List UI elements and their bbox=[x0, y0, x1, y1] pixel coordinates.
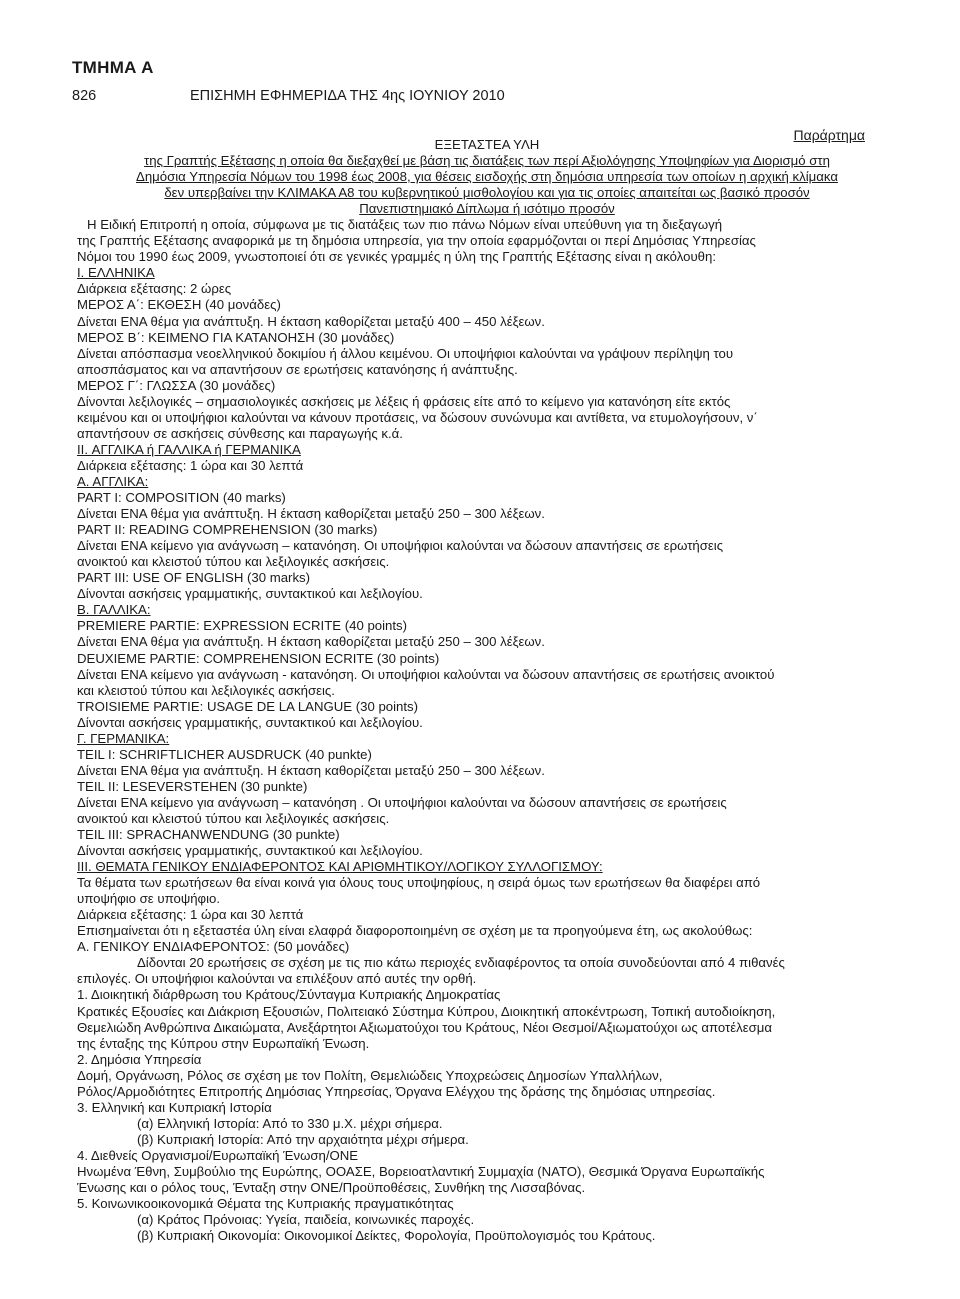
doc-line: Δίνεται ΕΝΑ θέμα για ανάπτυξη. Η έκταση καθορίζεται μεταξύ 250 – 300 λέξεων. bbox=[77, 762, 545, 778]
doc-line: Επισημαίνεται ότι η εξεταστέα ύλη είναι ελαφρά διαφοροποιημένη σε σχέση με τα προηγούμενα έτη, ως ακολούθως: bbox=[77, 923, 753, 939]
doc-line: Α. ΑΓΓΛΙΚΑ: bbox=[77, 473, 149, 489]
doc-line: Δίνονται ασκήσεις γραμματικής, συντακτικού και λεξιλογίου. bbox=[77, 586, 423, 602]
page-number: 826 bbox=[72, 88, 97, 104]
doc-line: Δίνεται ΕΝΑ κείμενο για ανάγνωση – κατανόηση . Οι υποψήφιοι καλούνται να δώσουν απαντήσεις σε ερωτήσεις bbox=[77, 794, 727, 810]
doc-line: (β) Κυπριακή Ιστορία: Από την αρχαιότητα μέχρι σήμερα. bbox=[137, 1131, 469, 1147]
doc-line: της Γραπτής Εξέτασης αναφορικά με τη δημόσια υπηρεσία, για την οποία εφαρμόζονται οι περί Δημόσιας Υπηρεσίας bbox=[77, 233, 756, 249]
doc-line: DEUXIEME PARTIE: COMPREHENSION ECRITE (30 points) bbox=[77, 650, 440, 666]
annex-label: Παράρτημα bbox=[793, 127, 865, 143]
doc-line: (α) Κράτος Πρόνοιας: Υγεία, παιδεία, κοινωνικές παροχές. bbox=[137, 1212, 475, 1228]
doc-line: TEIL II: LESEVERSTEHEN (30 punkte) bbox=[77, 778, 308, 794]
doc-line: Ένωσης και ο ρόλος τους, Ένταξη στην ΟΝΕ/Προϋποθέσεις, Συνθήκη της Λισσαβόνας. bbox=[77, 1180, 586, 1196]
doc-line: Ηνωμένα Έθνη, Συμβούλιο της Ευρώπης, ΟΟΑΣΕ, Βορειοατλαντική Συμμαχία (ΝΑΤΟ), Θεσμικά Όργανα Ευρωπαϊκής bbox=[77, 1164, 765, 1179]
document-body bbox=[77, 137, 897, 1244]
doc-line: 1. Διοικητική διάρθρωση του Κράτους/Σύνταγμα Κυπριακής Δημοκρατίας bbox=[77, 987, 501, 1003]
doc-line: Η Ειδική Επιτροπή η οποία, σύμφωνα με τις διατάξεις των πιο πάνω Νόμων είναι υπεύθυνη για τη διεξαγωγή bbox=[87, 217, 723, 233]
doc-line: ΜΕΡΟΣ Β΄: ΚΕΙΜΕΝΟ ΓΙΑ ΚΑΤΑΝΟΗΣΗ (30 μονάδες) bbox=[77, 329, 395, 345]
doc-line: 5. Κοινωνικοοικονομικά Θέματα της Κυπριακής πραγματικότητας bbox=[77, 1196, 454, 1212]
doc-line: Δίνονται ασκήσεις γραμματικής, συντακτικού και λεξιλογίου. bbox=[77, 843, 423, 859]
doc-line: 2. Δημόσια Υπηρεσία bbox=[77, 1051, 202, 1067]
doc-line: απαντήσουν σε ασκήσεις σύνθεσης και παραγωγής κ.ά. bbox=[77, 425, 403, 441]
running-head bbox=[72, 88, 792, 104]
doc-line: ΕΞΕΤΑΣΤΕΑ ΥΛΗ bbox=[434, 137, 540, 152]
doc-line: Κρατικές Εξουσίες και Διάκριση Εξουσιών, Πολιτειακό Σύστημα Κύπρου, Διοικητική αποκέντρωση, Τοπική αυτοδιοίκηση, bbox=[77, 1003, 776, 1019]
doc-line: TEIL III: SPRACHANWENDUNG (30 punkte) bbox=[77, 827, 340, 843]
doc-line: Δίδονται 20 ερωτήσεις σε σχέση με τις πιο κάτω περιοχές ενδιαφέροντος τα οποία συνοδεύονται από 4 πιθανές bbox=[137, 955, 785, 971]
doc-line: αποσπάσματος και να απαντήσουν σε ερωτήσεις κατανόησης ή ανάπτυξης. bbox=[77, 361, 518, 377]
doc-line: Διάρκεια εξέτασης: 1 ώρα και 30 λεπτά bbox=[77, 457, 304, 473]
doc-line: Δίνεται ΕΝΑ κείμενο για ανάγνωση - κατανόηση. Οι υποψήφιοι καλούνται να δώσουν απαντήσεις σε ερωτήσεις ανοικτού bbox=[77, 666, 775, 682]
doc-line: TROISIEME PARTIE: USAGE DE LA LANGUE (30 points) bbox=[77, 698, 419, 714]
doc-line: TEIL I: SCHRIFTLICHER AUSDRUCK (40 punkte) bbox=[77, 746, 372, 762]
doc-line: (β) Κυπριακή Οικονομία: Οικονομικοί Δείκτες, Φορολογία, Προϋπολογισμός του Κράτους. bbox=[137, 1228, 656, 1244]
doc-line: ανοικτού και κλειστού τύπου και λεξιλογικές ασκήσεις. bbox=[77, 810, 390, 826]
doc-line: και κλειστού τύπου και λεξιλογικές ασκήσεις. bbox=[77, 682, 335, 698]
doc-line: Διάρκεια εξέτασης: 1 ώρα και 30 λεπτά bbox=[77, 907, 304, 923]
doc-line: υποψήφιο σε υποψήφιο. bbox=[77, 891, 221, 907]
doc-line: Τα θέματα των ερωτήσεων θα είναι κοινά για όλους τους υποψηφίους, η σειρά όμως των ερωτήσεων θα διαφέρει από bbox=[77, 875, 761, 891]
doc-line: PART I: COMPOSITION (40 marks) bbox=[77, 490, 286, 506]
doc-line: δεν υπερβαίνει την ΚΛΙΜΑΚΑ Α8 του κυβερνητικού μισθολογίου και για τις οποίες απαιτείται ως βασικό προσόν bbox=[164, 185, 810, 201]
doc-line: Δημόσια Υπηρεσία Νόμων του 1998 έως 2008, για θέσεις εισδοχής στη δημόσια υπηρεσία των οποίων η αρχική κλίμακα bbox=[136, 169, 838, 185]
doc-line: 4. Διεθνείς Οργανισμοί/Ευρωπαϊκή Ένωση/ΟΝΕ bbox=[77, 1147, 359, 1163]
doc-line: Β. ΓΑΛΛΙΚΑ: bbox=[77, 602, 151, 618]
doc-line: Δίνονται λεξιλογικές – σημασιολογικές ασκήσεις με λέξεις ή φράσεις είτε από το κείμενο για κατανόηση είτε εκτός bbox=[77, 393, 731, 409]
doc-line: II. ΑΓΓΛΙΚΑ ή ΓΑΛΛΙΚΑ ή ΓΕΡΜΑΝΙΚΑ bbox=[77, 441, 301, 457]
doc-line: ΜΕΡΟΣ Γ΄: ΓΛΩΣΣΑ (30 μονάδες) bbox=[77, 377, 276, 393]
doc-line: Γ. ΓΕΡΜΑΝΙΚΑ: bbox=[77, 730, 170, 746]
gazette-title: ΕΠΙΣΗΜΗ ΕΦΗΜΕΡΙΔΑ ΤΗΣ 4ης ΙΟΥΝΙΟΥ 2010 bbox=[190, 88, 505, 104]
doc-line: PREMIERE PARTIE: EXPRESSION ECRITE (40 points) bbox=[77, 618, 408, 634]
doc-line: ΜΕΡΟΣ Α΄: ΕΚΘΕΣΗ (40 μονάδες) bbox=[77, 297, 281, 313]
doc-line: Α. ΓΕΝΙΚΟΥ ΕΝΔΙΑΦΕΡΟΝΤΟΣ: (50 μονάδες) bbox=[77, 939, 350, 955]
doc-line: της ένταξης της Κύπρου στην Ευρωπαϊκή Ένωση. bbox=[77, 1035, 370, 1051]
doc-line: I. ΕΛΛΗΝΙΚΑ bbox=[77, 265, 155, 281]
doc-line: PART II: READING COMPREHENSION (30 marks) bbox=[77, 522, 378, 538]
doc-line: επιλογές. Οι υποψήφιοι καλούνται να επιλέξουν από αυτές την ορθή. bbox=[77, 971, 477, 987]
doc-line: Δίνεται απόσπασμα νεοελληνικού δοκιμίου ή άλλου κειμένου. Οι υποψήφιοι καλούνται να γράψουν περίληψη του bbox=[77, 345, 734, 361]
doc-line: ανοικτού και κλειστού τύπου και λεξιλογικές ασκήσεις. bbox=[77, 554, 390, 570]
doc-line: Δίνεται ΕΝΑ θέμα για ανάπτυξη. Η έκταση καθορίζεται μεταξύ 250 – 300 λέξεων. bbox=[77, 506, 545, 522]
doc-line: Θεμελιώδη Ανθρώπινα Δικαιώματα, Ανεξάρτητοι Αξιωματούχοι του Κράτους, Νέοι Θεσμοί/Αξιωματούχοι ως αποτέλεσμα bbox=[77, 1019, 772, 1035]
doc-line: κειμένου και οι υποψήφιοι καλούνται να κάνουν προτάσεις, να δώσουν συνώνυμα και αντίθετα, να ετυμολογήσουν, ν΄ bbox=[77, 409, 758, 425]
section-tag: ΤΜΗΜΑ Α bbox=[72, 58, 154, 77]
doc-line: III. ΘΕΜΑΤΑ ΓΕΝΙΚΟΥ ΕΝΔΙΑΦΕΡΟΝΤΟΣ ΚΑΙ ΑΡΙΘΜΗΤΙΚΟΥ/ΛΟΓΙΚΟΥ ΣΥΛΛΟΓΙΣΜΟΥ: bbox=[77, 859, 603, 875]
doc-line: PART III: USE OF ENGLISH (30 marks) bbox=[77, 570, 311, 586]
doc-line: Διάρκεια εξέτασης: 2 ώρες bbox=[77, 281, 232, 297]
doc-line: Δίνονται ασκήσεις γραμματικής, συντακτικού και λεξιλογίου. bbox=[77, 714, 423, 730]
doc-line: Δομή, Οργάνωση, Ρόλος σε σχέση με τον Πολίτη, Θεμελιώδεις Υποχρεώσεις Δημοσίων Υπαλλήλων, bbox=[77, 1067, 663, 1083]
doc-line: Ρόλος/Αρμοδιότητες Επιτροπής Δημόσιας Υπηρεσίας, Όργανα Ελέγχου της δράσης της δημόσιας υπηρεσίας. bbox=[77, 1083, 716, 1099]
doc-line: Πανεπιστημιακό Δίπλωμα ή ισότιμο προσόν bbox=[359, 201, 615, 217]
doc-line: Δίνεται ΕΝΑ θέμα για ανάπτυξη. Η έκταση καθορίζεται μεταξύ 250 – 300 λέξεων. bbox=[77, 634, 545, 650]
doc-line: (α) Ελληνική Ιστορία: Από το 330 μ.Χ. μέχρι σήμερα. bbox=[137, 1115, 443, 1131]
doc-line: Δίνεται ΕΝΑ θέμα για ανάπτυξη. Η έκταση καθορίζεται μεταξύ 400 – 450 λέξεων. bbox=[77, 313, 545, 329]
doc-line: 3. Ελληνική και Κυπριακή Ιστορία bbox=[77, 1099, 272, 1115]
doc-line: Νόμοι του 1990 έως 2009, γνωστοποιεί ότι σε γενικές γραμμές η ύλη της Γραπτής Εξέτασης είναι η ακόλουθη: bbox=[77, 249, 717, 265]
doc-line: της Γραπτής Εξέτασης η οποία θα διεξαχθεί με βάση τις διατάξεις των περί Αξιολόγησης Υποψηφίων για Διορισμό στη bbox=[144, 153, 830, 169]
doc-line: Δίνεται ΕΝΑ κείμενο για ανάγνωση – κατανόηση. Οι υποψήφιοι καλούνται να δώσουν απαντήσεις σε ερωτήσεις bbox=[77, 538, 724, 554]
